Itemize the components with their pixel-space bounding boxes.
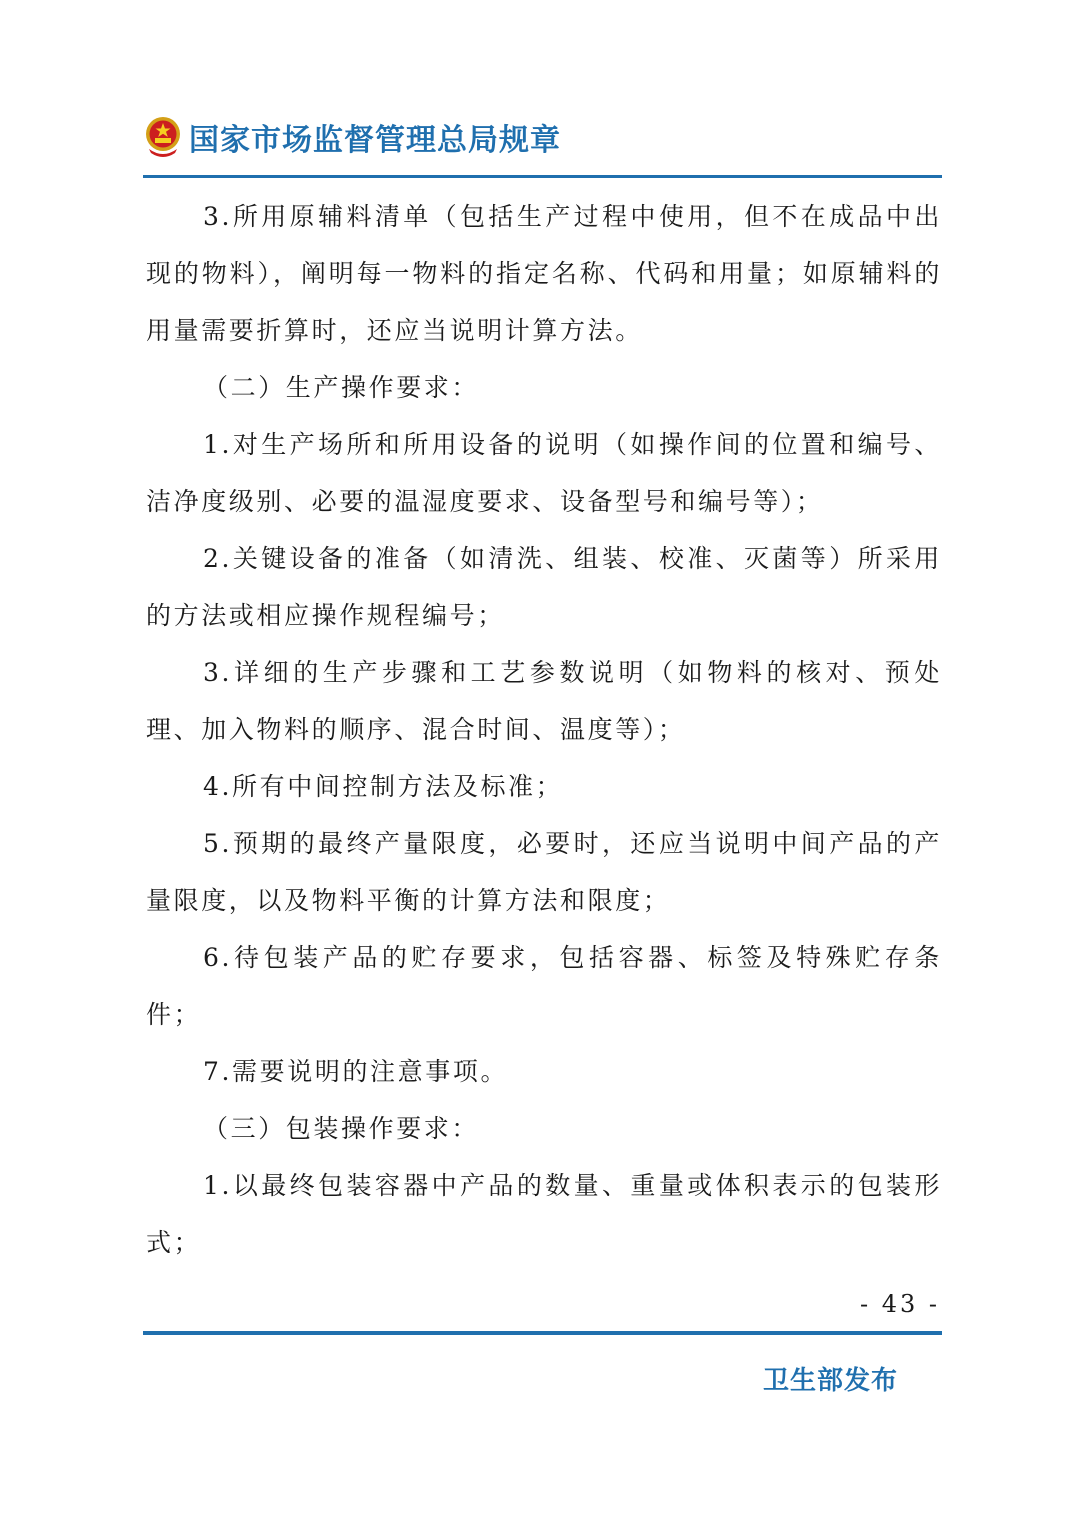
publisher-label: 卫生部发布 [762, 1366, 898, 1396]
paragraph: 4.所有中间控制方法及标准； [203, 772, 564, 801]
paragraph: 3.详细的生产步骤和工艺参数说明（如物料的核对、预处理、加入物料的顺序、混合时间、温度等）； [146, 658, 942, 744]
paragraph: 1.对生产场所和所用设备的说明（如操作间的位置和编号、洁净度级别、必要的温湿度要求、设备型号和编号等）； [146, 430, 942, 516]
header-divider [143, 175, 942, 178]
paragraph: 7.需要说明的注意事项。 [203, 1057, 509, 1086]
paragraph: 3.所用原辅料清单（包括生产过程中使用，但不在成品中出现的物料），阐明每一物料的指定名称、代码和用量；如原辅料的用量需要折算时，还应当说明计算方法。 [146, 202, 942, 345]
header-title: 国家市场监督管理总局规章 [189, 123, 561, 158]
page-header [143, 112, 561, 162]
national-emblem-icon [143, 115, 183, 159]
paragraph: 5.预期的最终产量限度，必要时，还应当说明中间产品的产量限度，以及物料平衡的计算方法和限度； [146, 829, 942, 915]
document-body [146, 188, 942, 1271]
footer-divider [143, 1331, 942, 1335]
paragraph: 2.关键设备的准备（如清洗、组装、校准、灭菌等）所采用的方法或相应操作规程编号； [146, 544, 942, 630]
paragraph: 1.以最终包装容器中产品的数量、重量或体积表示的包装形式； [146, 1171, 942, 1257]
section-heading: （二）生产操作要求： [203, 373, 480, 402]
page-number: - 43 - [859, 1290, 940, 1318]
paragraph: 6.待包装产品的贮存要求，包括容器、标签及特殊贮存条件； [146, 943, 942, 1029]
section-heading: （三）包装操作要求： [203, 1114, 480, 1143]
